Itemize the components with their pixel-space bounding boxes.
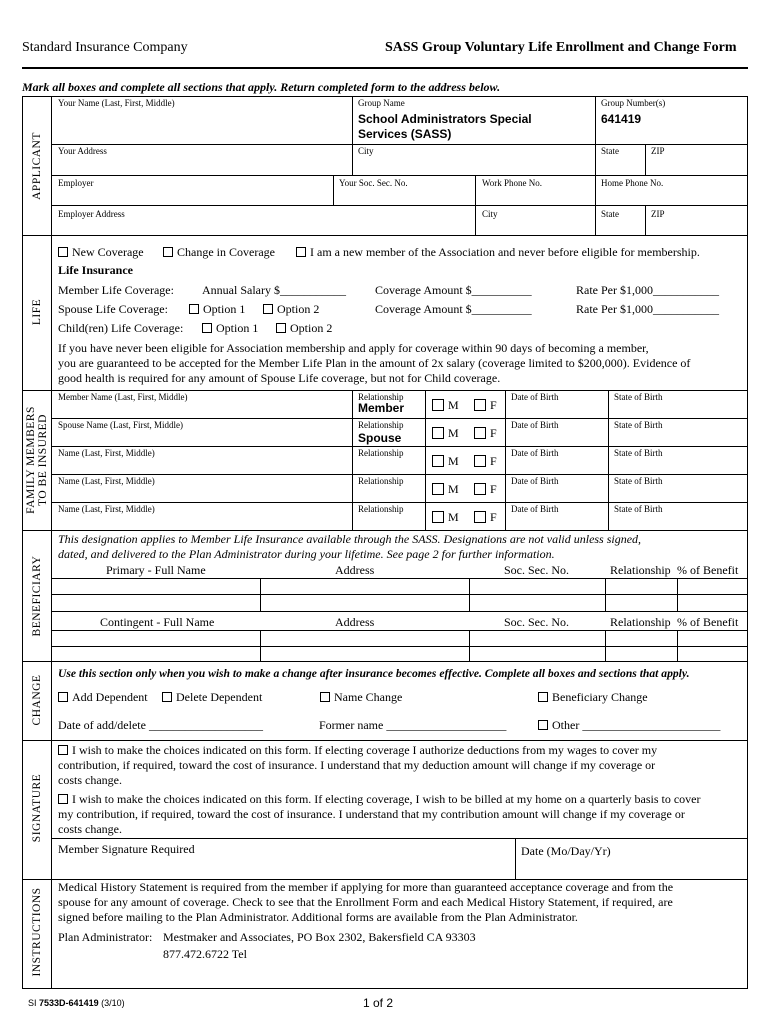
- instructions-line-1: Medical History Statement is required from the member if applying for more than guaranteed acceptance coverage and from the: [58, 880, 674, 894]
- signature-date-label: Date (Mo/Day/Yr): [521, 844, 611, 858]
- family-row-1-m-checkbox[interactable]: [432, 399, 444, 411]
- contingent-2-name-field[interactable]: [52, 647, 259, 661]
- change-note: Use this section only when you wish to make a change after insurance becomes effective. Complete all boxes and sections that apply.: [58, 667, 690, 680]
- form-id: [28, 998, 125, 1008]
- employer-label: Employer: [58, 178, 94, 188]
- contingent-2-relationship-field[interactable]: [606, 647, 676, 661]
- form-id-date: (3/10): [101, 998, 125, 1008]
- signature-date-field[interactable]: [516, 860, 746, 878]
- zip-field[interactable]: [646, 157, 746, 174]
- eligibility-line-1: If you have never been eligible for Association membership and apply for coverage within 90 days of becoming a member,: [58, 341, 649, 355]
- family-row-4-sob-label: State of Birth: [614, 476, 663, 486]
- family-row-4-name-label: Name (Last, First, Middle): [58, 476, 155, 486]
- employer-city-field[interactable]: [476, 220, 594, 234]
- family-row-3-name-label: Name (Last, First, Middle): [58, 448, 155, 458]
- contingent-2-address-field[interactable]: [261, 647, 468, 661]
- work-phone-label: Work Phone No.: [482, 178, 543, 188]
- family-row-5-sob-label: State of Birth: [614, 504, 663, 514]
- section-beneficiary-label: BENEFICIARY: [31, 555, 43, 637]
- family-row-3-rel-label: Relationship: [358, 448, 404, 458]
- state-field[interactable]: [596, 157, 644, 174]
- contingent-ssn-header: Soc. Sec. No.: [504, 615, 569, 629]
- company-name: Standard Insurance Company: [22, 40, 188, 55]
- member-signature-label: Member Signature Required: [58, 842, 195, 856]
- primary-1-name-field[interactable]: [52, 579, 259, 594]
- family-row-2-f-checkbox[interactable]: [474, 427, 486, 439]
- spouse-option1-label: Option 1: [203, 302, 246, 316]
- section-family-label-2: TO BE INSURED: [37, 414, 49, 506]
- family-row-1-sob-label: State of Birth: [614, 392, 663, 402]
- new-member-label: I am a new member of the Association and never before eligible for membership.: [310, 245, 700, 259]
- family-row-3-f-checkbox[interactable]: [474, 455, 486, 467]
- ssn-field[interactable]: [334, 189, 474, 204]
- primary-2-ssn-field[interactable]: [470, 595, 604, 610]
- group-name-value-2: Services (SASS): [358, 127, 452, 141]
- primary-2-relationship-field[interactable]: [606, 595, 676, 610]
- family-row-4-f-label: F: [490, 482, 497, 496]
- choice-1-line-1: I wish to make the choices indicated on this form. If electing coverage I authorize deductions from my wages to cover my: [72, 743, 658, 757]
- group-number-label: Group Number(s): [601, 98, 666, 108]
- group-name-value-1: School Administrators Special: [358, 112, 532, 126]
- form-id-number: 7533D-641419: [39, 998, 99, 1008]
- family-row-5-dob-label: Date of Birth: [511, 504, 559, 514]
- plan-admin-phone: 877.472.6722 Tel: [163, 947, 247, 961]
- instructions-line-2: spouse for any amount of coverage. Check to see that the Enrollment Form and each Medical History Statement, if required, are: [58, 895, 673, 909]
- family-row-3-sob-field[interactable]: [609, 459, 746, 473]
- family-row-2-name-label: Spouse Name (Last, First, Middle): [58, 420, 183, 430]
- zip-label: ZIP: [651, 146, 665, 156]
- other-field[interactable]: Other _______________________: [552, 718, 721, 732]
- family-row-5-f-label: F: [490, 510, 497, 524]
- contingent-1-ssn-field[interactable]: [470, 631, 604, 646]
- plan-admin-label: Plan Administrator:: [58, 930, 153, 944]
- form-title: SASS Group Voluntary Life Enrollment and Change Form: [385, 40, 737, 55]
- contingent-percent-header: % of Benefit: [677, 615, 739, 629]
- family-row-5-name-field[interactable]: [52, 515, 351, 529]
- page-number: 1 of 2: [363, 996, 394, 1010]
- address-field[interactable]: [52, 157, 351, 174]
- family-row-4-rel-field[interactable]: [353, 487, 424, 501]
- beneficiary-change-label: Beneficiary Change: [552, 690, 648, 704]
- delete-dependent-checkbox[interactable]: [162, 692, 172, 702]
- top-instructions: Mark all boxes and complete all sections that apply. Return completed form to the address below.: [22, 80, 501, 94]
- group-number-value: 641419: [601, 112, 642, 126]
- section-signature-label: SIGNATURE: [31, 773, 43, 843]
- child-life-label: Child(ren) Life Coverage:: [58, 321, 184, 335]
- date-add-delete-field[interactable]: Date of add/delete ___________________: [58, 718, 263, 732]
- contingent-1-name-field[interactable]: [52, 631, 259, 646]
- plan-admin-address: Mestmaker and Associates, PO Box 2302, Bakersfield CA 93303: [163, 930, 476, 944]
- contingent-2-ssn-field[interactable]: [470, 647, 604, 661]
- family-row-5-sob-field[interactable]: [609, 515, 746, 529]
- choice-2-line-1: I wish to make the choices indicated on this form. If electing coverage, I wish to be billed at my home on a quarterly basis to cover: [72, 792, 701, 806]
- family-row-1-f-label: F: [490, 398, 497, 412]
- employer-address-label: Employer Address: [58, 209, 125, 219]
- family-row-3-sob-label: State of Birth: [614, 448, 663, 458]
- section-instructions-label: INSTRUCTIONS: [31, 887, 43, 977]
- coverage-amount-1-field[interactable]: Coverage Amount $__________: [375, 283, 532, 297]
- family-row-2-name-field[interactable]: [52, 431, 351, 445]
- family-row-5-rel-label: Relationship: [358, 504, 404, 514]
- primary-address-header: Address: [335, 563, 375, 577]
- primary-1-ssn-field[interactable]: [470, 579, 604, 594]
- group-name-label: Group Name: [358, 98, 405, 108]
- family-row-2-sob-label: State of Birth: [614, 420, 663, 430]
- family-row-1-rel-value: Member: [358, 401, 405, 415]
- other-checkbox[interactable]: [538, 720, 548, 730]
- form-id-prefix: SI: [28, 998, 37, 1008]
- primary-1-percent-field[interactable]: [678, 579, 746, 594]
- primary-2-percent-field[interactable]: [678, 595, 746, 610]
- family-row-2-m-checkbox[interactable]: [432, 427, 444, 439]
- beneficiary-change-checkbox[interactable]: [538, 692, 548, 702]
- contingent-1-relationship-field[interactable]: [606, 631, 676, 646]
- family-row-1-f-checkbox[interactable]: [474, 399, 486, 411]
- child-option1-label: Option 1: [216, 321, 259, 335]
- family-row-4-m-label: M: [448, 482, 459, 496]
- family-row-3-rel-field[interactable]: [353, 459, 424, 473]
- family-row-2-sob-field[interactable]: [609, 431, 746, 445]
- spouse-option2-label: Option 2: [277, 302, 320, 316]
- coverage-amount-2-field[interactable]: Coverage Amount $__________: [375, 302, 532, 316]
- former-name-field[interactable]: Former name ____________________: [319, 718, 507, 732]
- employer-state-field[interactable]: [596, 220, 644, 234]
- family-row-3-m-checkbox[interactable]: [432, 455, 444, 467]
- employer-city-label: City: [482, 209, 498, 219]
- primary-1-relationship-field[interactable]: [606, 579, 676, 594]
- family-row-5-m-label: M: [448, 510, 459, 524]
- family-row-1-sob-field[interactable]: [609, 403, 746, 417]
- employer-field[interactable]: [52, 189, 332, 204]
- family-row-4-name-field[interactable]: [52, 487, 351, 501]
- choice-1-line-2: contribution, if required, toward the cost of insurance. I understand that my deduction amount will change if my coverage or: [58, 758, 656, 772]
- contingent-relationship-header: Relationship: [610, 615, 671, 629]
- instructions-line-3: signed before mailing to the Plan Administrator. Additional forms are available from the Plan Administrator.: [58, 910, 578, 924]
- delete-dependent-label: Delete Dependent: [176, 690, 263, 704]
- contingent-address-header: Address: [335, 615, 375, 629]
- life-insurance-heading: Life Insurance: [58, 263, 133, 277]
- home-billing-checkbox[interactable]: [58, 794, 68, 804]
- eligibility-line-2: you are guaranteed to be accepted for the Member Life Plan in the amount of 2x salary (coverage limited to $200,000). Evidence of: [58, 356, 691, 370]
- section-change-label: CHANGE: [31, 674, 43, 726]
- family-row-5-dob-field[interactable]: [506, 515, 607, 529]
- family-row-1-name-field[interactable]: [52, 403, 351, 417]
- member-signature-field[interactable]: [52, 858, 514, 878]
- change-coverage-label: Change in Coverage: [177, 245, 275, 259]
- employer-zip-field[interactable]: [646, 220, 746, 234]
- contingent-name-header: Contingent - Full Name: [100, 615, 215, 629]
- family-row-1-dob-field[interactable]: [506, 403, 607, 417]
- family-row-2-m-label: M: [448, 426, 459, 440]
- add-dependent-label: Add Dependent: [72, 690, 148, 704]
- child-option2-checkbox[interactable]: [276, 323, 286, 333]
- primary-ssn-header: Soc. Sec. No.: [504, 563, 569, 577]
- spouse-option1-checkbox[interactable]: [189, 304, 199, 314]
- change-coverage-checkbox[interactable]: [163, 247, 173, 257]
- primary-percent-header: % of Benefit: [677, 563, 739, 577]
- primary-name-header: Primary - Full Name: [106, 563, 206, 577]
- child-option1-checkbox[interactable]: [202, 323, 212, 333]
- family-row-1-name-label: Member Name (Last, First, Middle): [58, 392, 188, 402]
- family-row-1-m-label: M: [448, 398, 459, 412]
- ssn-label: Your Soc. Sec. No.: [339, 178, 408, 188]
- primary-1-address-field[interactable]: [261, 579, 468, 594]
- header-rule: [22, 67, 748, 69]
- family-row-1-dob-label: Date of Birth: [511, 392, 559, 402]
- member-life-label: Member Life Coverage:: [58, 283, 174, 297]
- contingent-2-percent-field[interactable]: [678, 647, 746, 661]
- family-row-3-dob-field[interactable]: [506, 459, 607, 473]
- family-row-3-f-label: F: [490, 454, 497, 468]
- family-row-4-rel-label: Relationship: [358, 476, 404, 486]
- annual-salary-field[interactable]: Annual Salary $___________: [202, 283, 346, 297]
- family-row-2-dob-field[interactable]: [506, 431, 607, 445]
- employer-zip-label: ZIP: [651, 209, 665, 219]
- name-change-label: Name Change: [334, 690, 403, 704]
- contingent-1-address-field[interactable]: [261, 631, 468, 646]
- family-row-4-dob-label: Date of Birth: [511, 476, 559, 486]
- section-life-label: LIFE: [31, 298, 43, 326]
- family-row-4-f-checkbox[interactable]: [474, 483, 486, 495]
- add-dependent-checkbox[interactable]: [58, 692, 68, 702]
- new-coverage-checkbox[interactable]: [58, 247, 68, 257]
- spouse-life-label: Spouse Life Coverage:: [58, 302, 168, 316]
- eligibility-line-3: good health is required for any amount of Spouse Life coverage, but not for Child coverage.: [58, 371, 501, 385]
- choice-1-line-3: costs change.: [58, 773, 122, 787]
- address-label: Your Address: [58, 146, 107, 156]
- choice-2-line-3: costs change.: [58, 822, 122, 836]
- work-phone-field[interactable]: [476, 189, 594, 204]
- family-row-5-f-checkbox[interactable]: [474, 511, 486, 523]
- beneficiary-note-1: This designation applies to Member Life Insurance available through the SASS. Designations are not valid unless signed,: [58, 532, 642, 546]
- your-name-label: Your Name (Last, First, Middle): [58, 98, 175, 108]
- primary-2-address-field[interactable]: [261, 595, 468, 610]
- family-row-5-m-checkbox[interactable]: [432, 511, 444, 523]
- child-option2-label: Option 2: [290, 321, 333, 335]
- family-row-5-rel-field[interactable]: [353, 515, 424, 529]
- primary-relationship-header: Relationship: [610, 563, 671, 577]
- section-family-label: FAMILY MEMBERS: [25, 406, 37, 514]
- state-label: State: [601, 146, 619, 156]
- family-row-4-dob-field[interactable]: [506, 487, 607, 501]
- employer-state-label: State: [601, 209, 619, 219]
- family-row-3-m-label: M: [448, 454, 459, 468]
- section-applicant-label: APPLICANT: [31, 132, 43, 200]
- family-row-4-m-checkbox[interactable]: [432, 483, 444, 495]
- rate-1-field[interactable]: Rate Per $1,000___________: [576, 283, 719, 297]
- city-field[interactable]: [353, 157, 594, 174]
- spouse-option2-checkbox[interactable]: [263, 304, 273, 314]
- contingent-1-percent-field[interactable]: [678, 631, 746, 646]
- family-row-4-sob-field[interactable]: [609, 487, 746, 501]
- city-label: City: [358, 146, 374, 156]
- new-coverage-label: New Coverage: [72, 245, 144, 259]
- family-row-2-rel-value: Spouse: [358, 431, 402, 445]
- family-row-3-name-field[interactable]: [52, 459, 351, 473]
- employer-address-field[interactable]: [52, 220, 474, 234]
- your-name-field[interactable]: [52, 110, 351, 143]
- home-phone-field[interactable]: [596, 189, 746, 204]
- family-row-5-name-label: Name (Last, First, Middle): [58, 504, 155, 514]
- family-row-2-rel-label: Relationship: [358, 420, 404, 430]
- family-row-2-f-label: F: [490, 426, 497, 440]
- home-phone-label: Home Phone No.: [601, 178, 664, 188]
- family-row-2-dob-label: Date of Birth: [511, 420, 559, 430]
- primary-2-name-field[interactable]: [52, 595, 259, 610]
- family-row-1-rel-label: Relationship: [358, 392, 404, 402]
- new-member-checkbox[interactable]: [296, 247, 306, 257]
- family-row-3-dob-label: Date of Birth: [511, 448, 559, 458]
- choice-2-line-2: my contribution, if required, toward the cost of insurance. I understand that my contribution amount will change if my coverage or: [58, 807, 685, 821]
- rate-2-field[interactable]: Rate Per $1,000___________: [576, 302, 719, 316]
- beneficiary-note-2: dated, and delivered to the Plan Administrator during your lifetime. See page 2 for further information.: [58, 547, 555, 561]
- name-change-checkbox[interactable]: [320, 692, 330, 702]
- payroll-deduction-checkbox[interactable]: [58, 745, 68, 755]
